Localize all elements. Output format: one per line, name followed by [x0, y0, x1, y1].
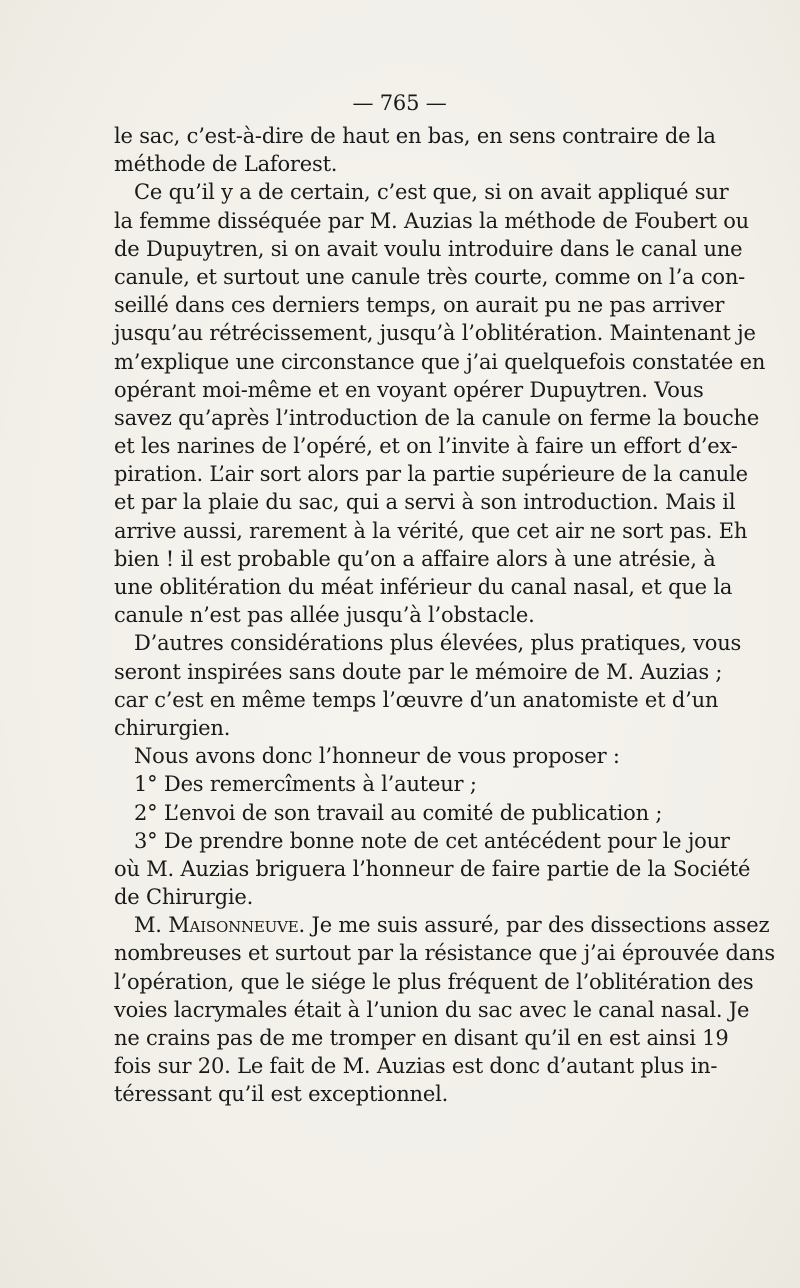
body-text: [114, 122, 775, 1109]
text-line: une oblitération du méat inférieur du canal nasal, et que la: [114, 575, 733, 599]
page-number: — 765 —: [352, 91, 447, 115]
text-line: seront inspirées sans doute par le mémoire de M. Auzias ;: [114, 659, 723, 684]
text-line: ne crains pas de me tromper en disant qu’il en est ainsi 19: [114, 1026, 729, 1050]
paragraph: [114, 178, 766, 629]
text-line: D’autres considérations plus élevées, plus pratiques, vous: [134, 631, 742, 656]
text-line: arrive aussi, rarement à la vérité, que cet air ne sort pas. Eh: [114, 518, 748, 543]
text-line: [114, 911, 770, 939]
text-line: canule n’est pas allée jusqu’à l’obstacle.: [114, 603, 535, 628]
text-line: car c’est en même temps l’œuvre d’un anatomiste et d’un: [114, 687, 719, 712]
text-line: m’explique une circonstance que j’ai quelquefois constatée en: [114, 349, 766, 374]
text-line: la femme disséquée par M. Auzias la méthode de Foubert ou: [114, 208, 749, 233]
text-line: 1° Des remercîments à l’auteur ;: [134, 772, 477, 797]
text-line: 2° L’envoi de son travail au comité de publication ;: [134, 800, 663, 825]
paragraph: [114, 742, 671, 770]
page-text: [114, 84, 775, 1109]
line-text: Je me suis assuré, par des dissections assez: [305, 913, 770, 938]
text-line: voies lacrymales était à l’union du sac avec le canal nasal. Je: [114, 997, 750, 1022]
paragraph: [114, 911, 775, 1108]
text-line: téressant qu’il est exceptionnel.: [114, 1082, 449, 1107]
paragraph: [114, 770, 671, 798]
text-line: fois sur 20. Le fait de M. Auzias est donc d’autant plus in-: [114, 1054, 718, 1079]
text-line: 3° De prendre bonne note de cet antécédent pour le jour: [134, 828, 730, 853]
paragraph: [114, 629, 742, 742]
text-line: Ce qu’il y a de certain, c’est que, si on avait appliqué sur: [134, 180, 729, 205]
text-line: piration. L’air sort alors par la partie supérieure de la canule: [114, 462, 748, 487]
text-line: opérant moi-même et en voyant opérer Dupuytren. Vous: [114, 377, 704, 402]
text-line: seillé dans ces derniers temps, on aurait pu ne pas arriver: [114, 293, 725, 318]
text-line: de Chirurgie.: [114, 885, 254, 910]
paragraph: [114, 122, 716, 178]
text-line: canule, et surtout une canule très courte, comme on l’a con-: [114, 264, 746, 289]
text-line: nombreuses et surtout par la résistance que j’ai éprouvée dans: [114, 941, 775, 966]
text-line: jusqu’au rétrécissement, jusqu’à l’oblitération. Maintenant je: [114, 321, 756, 346]
text-line: Nous avons donc l’honneur de vous proposer :: [134, 744, 620, 769]
text-line: où M. Auzias briguera l’honneur de faire partie de la Société: [114, 856, 751, 881]
text-line: chirurgien.: [114, 715, 231, 740]
text-line: l’opération, que le siége le plus fréquent de l’oblitération des: [114, 969, 754, 994]
text-line: de Dupuytren, si on avait voulu introduire dans le canal une: [114, 236, 743, 261]
text-line: et par la plaie du sac, qui a servi à son introduction. Mais il: [114, 490, 736, 515]
text-line: méthode de Laforest.: [114, 152, 338, 177]
text-line: bien ! il est probable qu’on a affaire alors à une atrésie, à: [114, 546, 716, 571]
paragraph: [114, 827, 751, 912]
text-line: savez qu’après l’introduction de la canule on ferme la bouche: [114, 405, 760, 430]
paragraph: [114, 799, 671, 827]
text-line: le sac, c’est-à-dire de haut en bas, en sens contraire de la: [114, 124, 716, 148]
speaker-name: M. Maisonneuve.: [134, 913, 305, 938]
text-line: et les narines de l’opéré, et on l’invite à faire un effort d’ex-: [114, 434, 738, 459]
